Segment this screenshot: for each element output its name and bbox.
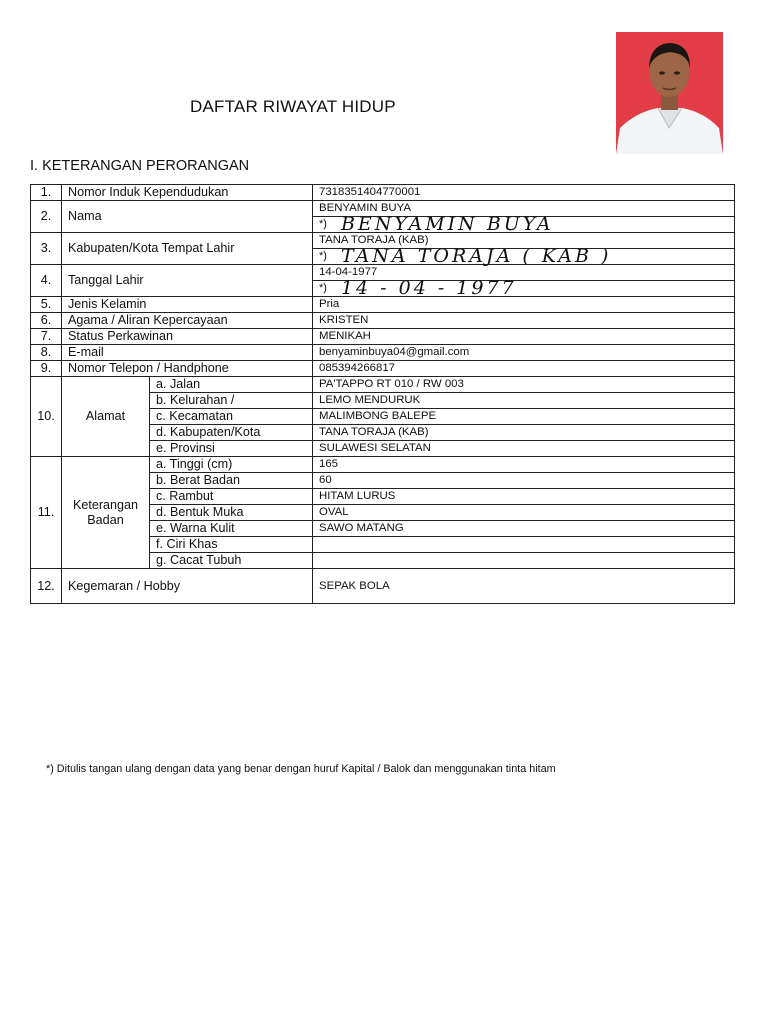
sub-value: MALIMBONG BALEPE xyxy=(313,409,735,425)
status-value: MENIKAH xyxy=(313,329,735,345)
nama-handwritten: BENYAMIN BUYA xyxy=(340,213,554,235)
table-row xyxy=(31,569,735,604)
nik-value: 7318351404770001 xyxy=(313,185,735,201)
sub-label: c. Rambut xyxy=(150,489,313,505)
table-row xyxy=(31,185,735,201)
row-number: 9. xyxy=(31,361,62,377)
sub-value: 60 xyxy=(313,473,735,489)
sub-value xyxy=(313,553,735,569)
sub-label: e. Provinsi xyxy=(150,441,313,457)
tempat-lahir-value: TANA TORAJA (KAB) xyxy=(313,233,735,249)
field-label: Kegemaran / Hobby xyxy=(62,569,313,604)
sub-value xyxy=(313,537,735,553)
group-label-alamat: Alamat xyxy=(62,377,150,457)
sub-label: e. Warna Kulit xyxy=(150,521,313,537)
sub-label: d. Bentuk Muka xyxy=(150,505,313,521)
sub-label: g. Cacat Tubuh xyxy=(150,553,313,569)
field-label: Nomor Induk Kependudukan xyxy=(62,185,313,201)
field-label: E-mail xyxy=(62,345,313,361)
row-number: 2. xyxy=(31,201,62,233)
sub-value: PA'TAPPO RT 010 / RW 003 xyxy=(313,377,735,393)
sub-label: f. Ciri Khas xyxy=(150,537,313,553)
telepon-value: 085394266817 xyxy=(313,361,735,377)
jenis-kelamin-value: Pria xyxy=(313,297,735,313)
hobby-value: SEPAK BOLA xyxy=(313,569,735,604)
field-label: Nama xyxy=(62,201,313,233)
tanggal-lahir-value: 14-04-1977 xyxy=(313,265,735,281)
row-number: 5. xyxy=(31,297,62,313)
group-label-line: Keterangan xyxy=(72,497,139,512)
sub-label: a. Jalan xyxy=(150,377,313,393)
footnote: *) Ditulis tangan ulang dengan data yang benar dengan huruf Kapital / Balok dan menggunakan tinta hitam xyxy=(46,763,556,775)
field-label: Jenis Kelamin xyxy=(62,297,313,313)
table-row xyxy=(31,361,735,377)
row-number: 1. xyxy=(31,185,62,201)
sub-label: d. Kabupaten/Kota xyxy=(150,425,313,441)
handwriting-mark: *) xyxy=(319,282,327,294)
agama-value: KRISTEN xyxy=(313,313,735,329)
tempat-lahir-handwritten-field xyxy=(313,245,735,267)
tempat-lahir-handwritten: TANA TORAJA ( KAB ) xyxy=(340,245,612,267)
profile-photo xyxy=(616,32,723,154)
nama-handwritten-field xyxy=(313,213,735,235)
nama-value: BENYAMIN BUYA xyxy=(313,201,735,217)
field-label: Status Perkawinan xyxy=(62,329,313,345)
section-title: I. KETERANGAN PERORANGAN xyxy=(30,158,250,174)
field-label: Agama / Aliran Kepercayaan xyxy=(62,313,313,329)
row-number: 4. xyxy=(31,265,62,297)
field-label: Kabupaten/Kota Tempat Lahir xyxy=(62,233,313,265)
table-row xyxy=(31,377,735,393)
row-number: 6. xyxy=(31,313,62,329)
table-row xyxy=(31,313,735,329)
row-number: 10. xyxy=(31,377,62,457)
table-row xyxy=(31,329,735,345)
handwriting-mark: *) xyxy=(319,218,327,230)
sub-label: b. Kelurahan / xyxy=(150,393,313,409)
sub-label: c. Kecamatan xyxy=(150,409,313,425)
sub-value: LEMO MENDURUK xyxy=(313,393,735,409)
row-number: 3. xyxy=(31,233,62,265)
sub-label: a. Tinggi (cm) xyxy=(150,457,313,473)
field-label: Tanggal Lahir xyxy=(62,265,313,297)
sub-value: HITAM LURUS xyxy=(313,489,735,505)
personal-info-table xyxy=(30,184,735,604)
group-label-line: Badan xyxy=(87,512,124,527)
table-row xyxy=(31,345,735,361)
handwriting-mark: *) xyxy=(319,250,327,262)
row-number: 8. xyxy=(31,345,62,361)
row-number: 11. xyxy=(31,457,62,569)
sub-value: SULAWESI SELATAN xyxy=(313,441,735,457)
sub-label: b. Berat Badan xyxy=(150,473,313,489)
document-title: DAFTAR RIWAYAT HIDUP xyxy=(190,97,396,116)
table-row xyxy=(31,457,735,473)
row-number: 7. xyxy=(31,329,62,345)
group-label-badan xyxy=(62,457,150,569)
email-value: benyaminbuya04@gmail.com xyxy=(313,345,735,361)
tanggal-lahir-handwritten-field xyxy=(313,277,735,299)
tanggal-lahir-handwritten: 14 - 04 - 1977 xyxy=(340,277,517,299)
sub-value: 165 xyxy=(313,457,735,473)
field-label: Nomor Telepon / Handphone xyxy=(62,361,313,377)
sub-value: OVAL xyxy=(313,505,735,521)
row-number: 12. xyxy=(31,569,62,604)
sub-value: SAWO MATANG xyxy=(313,521,735,537)
sub-value: TANA TORAJA (KAB) xyxy=(313,425,735,441)
